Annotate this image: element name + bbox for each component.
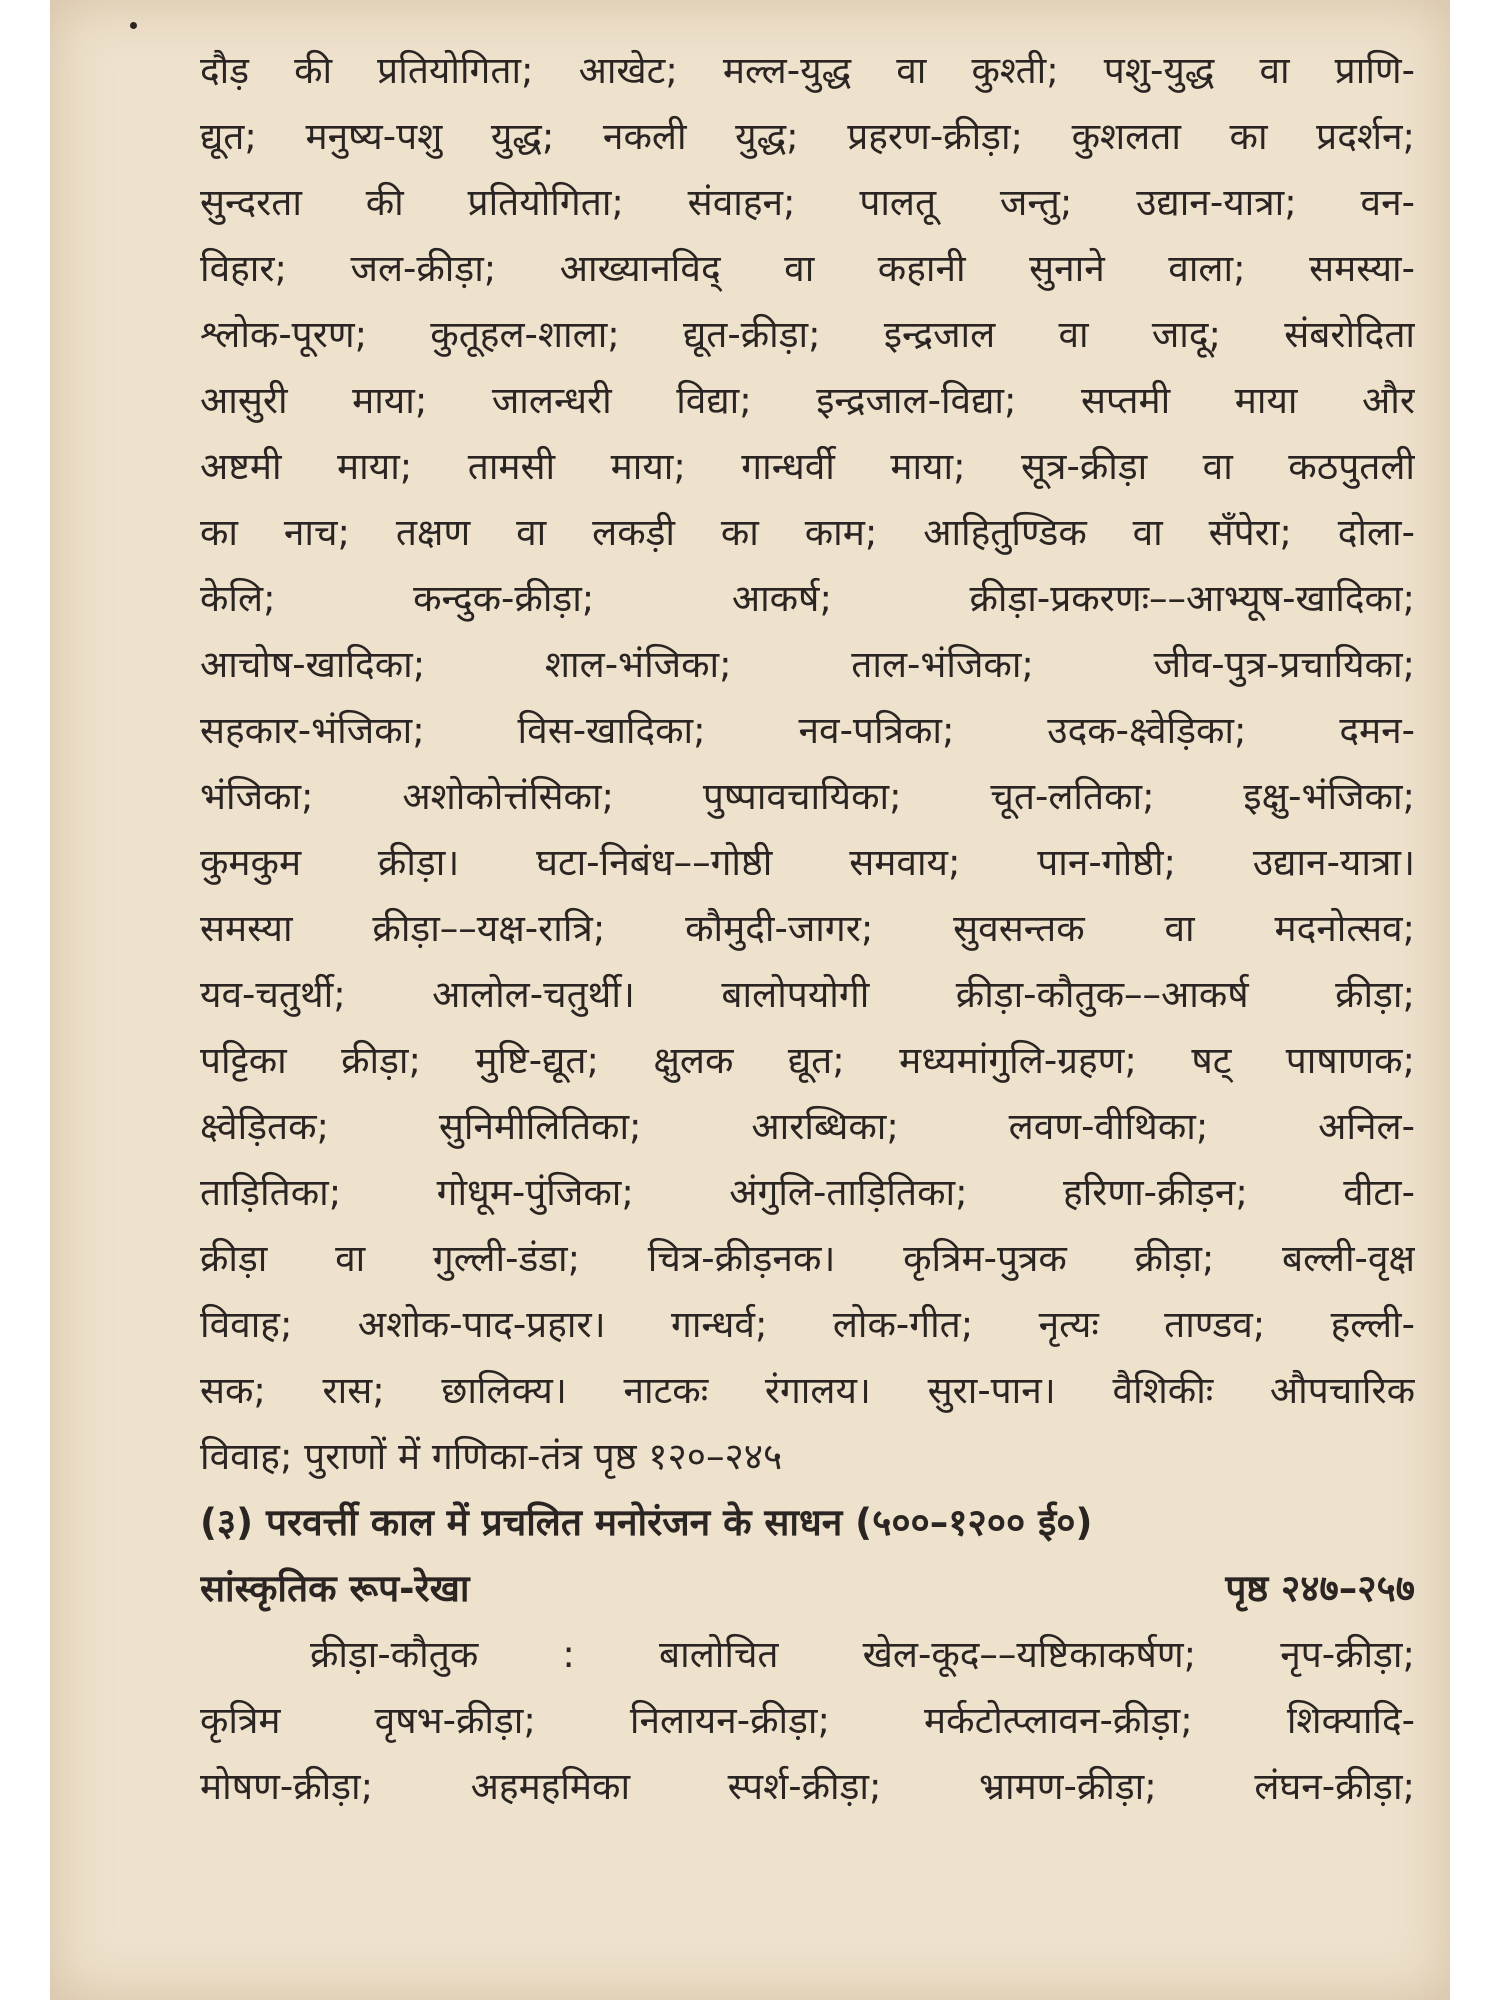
section-heading: (३) परवर्त्ती काल में प्रचलित मनोरंजन के साधन (५००–१२०० ई०)	[200, 1501, 1093, 1544]
text-line: क्रीड़ा वा गुल्ली-डंडा; चित्र-क्रीड़नक। कृत्रिम-पुत्रक क्रीड़ा; बल्ली-वृक्ष	[200, 1237, 1415, 1280]
text-line: द्यूत; मनुष्य-पशु युद्ध; नकली युद्ध; प्रहरण-क्रीड़ा; कुशलता का प्रदर्शन;	[200, 115, 1415, 158]
text-line: श्लोक-पूरण; कुतूहल-शाला; द्यूत-क्रीड़ा; इन्द्रजाल वा जादू; संबरोदिता	[200, 313, 1415, 356]
text-line: समस्या क्रीड़ा––यक्ष-रात्रि; कौमुदी-जागर; सुवसन्तक वा मदनोत्सव;	[200, 907, 1415, 950]
text-line: आचोष-खादिका; शाल-भंजिका; ताल-भंजिका; जीव-पुत्र-प्रचायिका;	[200, 643, 1415, 686]
text-line: क्ष्वेड़ितक; सुनिमीलितिका; आरब्धिका; लवण-वीथिका; अनिल-	[200, 1105, 1415, 1148]
text-line: कृत्रिम वृषभ-क्रीड़ा; निलायन-क्रीड़ा; मर्कटोत्प्लावन-क्रीड़ा; शिक्यादि-	[200, 1699, 1415, 1742]
text-line: ताड़ितिका; गोधूम-पुंजिका; अंगुलि-ताड़ितिका; हरिणा-क्रीड़न; वीटा-	[200, 1171, 1415, 1214]
subheading-title: सांस्कृतिक रूप-रेखा	[200, 1567, 470, 1610]
text-line: क्रीड़ा-कौतुक : बालोचित खेल-कूद––यष्टिकाकर्षण; नृप-क्रीड़ा;	[310, 1633, 1415, 1676]
text-line: भंजिका; अशोकोत्तंसिका; पुष्पावचायिका; चूत-लतिका; इक्षु-भंजिका;	[200, 775, 1415, 818]
text-line: मोषण-क्रीड़ा; अहमहमिका स्पर्श-क्रीड़ा; भ्रामण-क्रीड़ा; लंघन-क्रीड़ा;	[200, 1765, 1415, 1808]
text-line: कुमकुम क्रीड़ा। घटा-निबंध––गोष्ठी समवाय; पान-गोष्ठी; उद्यान-यात्रा।	[200, 841, 1415, 884]
page-text	[200, 38, 1415, 1820]
subheading-row	[200, 1556, 1415, 1622]
text-line: विहार; जल-क्रीड़ा; आख्यानविद् वा कहानी सुनाने वाला; समस्या-	[200, 247, 1415, 290]
text-line: विवाह; अशोक-पाद-प्रहार। गान्धर्व; लोक-गीत; नृत्यः ताण्डव; हल्ली-	[200, 1303, 1415, 1346]
text-line: पट्टिका क्रीड़ा; मुष्टि-द्यूत; क्षुलक द्यूत; मध्यमांगुलि-ग्रहण; षट् पाषाणक;	[200, 1039, 1415, 1082]
text-line: अष्टमी माया; तामसी माया; गान्धर्वी माया; सूत्र-क्रीड़ा वा कठपुतली	[200, 445, 1415, 488]
subheading-page-range: पृष्ठ २४७–२५७	[1225, 1567, 1415, 1610]
text-line: सुन्दरता की प्रतियोगिता; संवाहन; पालतू जन्तु; उद्यान-यात्रा; वन-	[200, 181, 1415, 224]
text-line: विवाह; पुराणों में गणिका-तंत्र पृष्ठ १२०–२४५	[200, 1435, 783, 1478]
text-line: सहकार-भंजिका; विस-खादिका; नव-पत्रिका; उदक-क्ष्वेड़िका; दमन-	[200, 709, 1415, 752]
paragraph-1	[200, 38, 1415, 1490]
text-line: केलि; कन्दुक-क्रीड़ा; आकर्ष; क्रीड़ा-प्रकरणः––आभ्यूष-खादिका;	[200, 577, 1415, 620]
text-line: दौड़ की प्रतियोगिता; आखेट; मल्ल-युद्ध वा कुश्ती; पशु-युद्ध वा प्राणि-	[200, 49, 1415, 92]
paragraph-2	[200, 1622, 1415, 1820]
ink-speck	[130, 22, 137, 29]
text-line: सक; रास; छालिक्य। नाटकः रंगालय। सुरा-पान। वैशिकीः औपचारिक	[200, 1369, 1415, 1412]
text-line: का नाच; तक्षण वा लकड़ी का काम; आहितुण्डिक वा सँपेरा; दोला-	[200, 511, 1415, 554]
text-line: आसुरी माया; जालन्धरी विद्या; इन्द्रजाल-विद्या; सप्तमी माया और	[200, 379, 1415, 422]
scanned-page	[50, 0, 1450, 2000]
text-line: यव-चतुर्थी; आलोल-चतुर्थी। बालोपयोगी क्रीड़ा-कौतुक––आकर्ष क्रीड़ा;	[200, 973, 1415, 1016]
